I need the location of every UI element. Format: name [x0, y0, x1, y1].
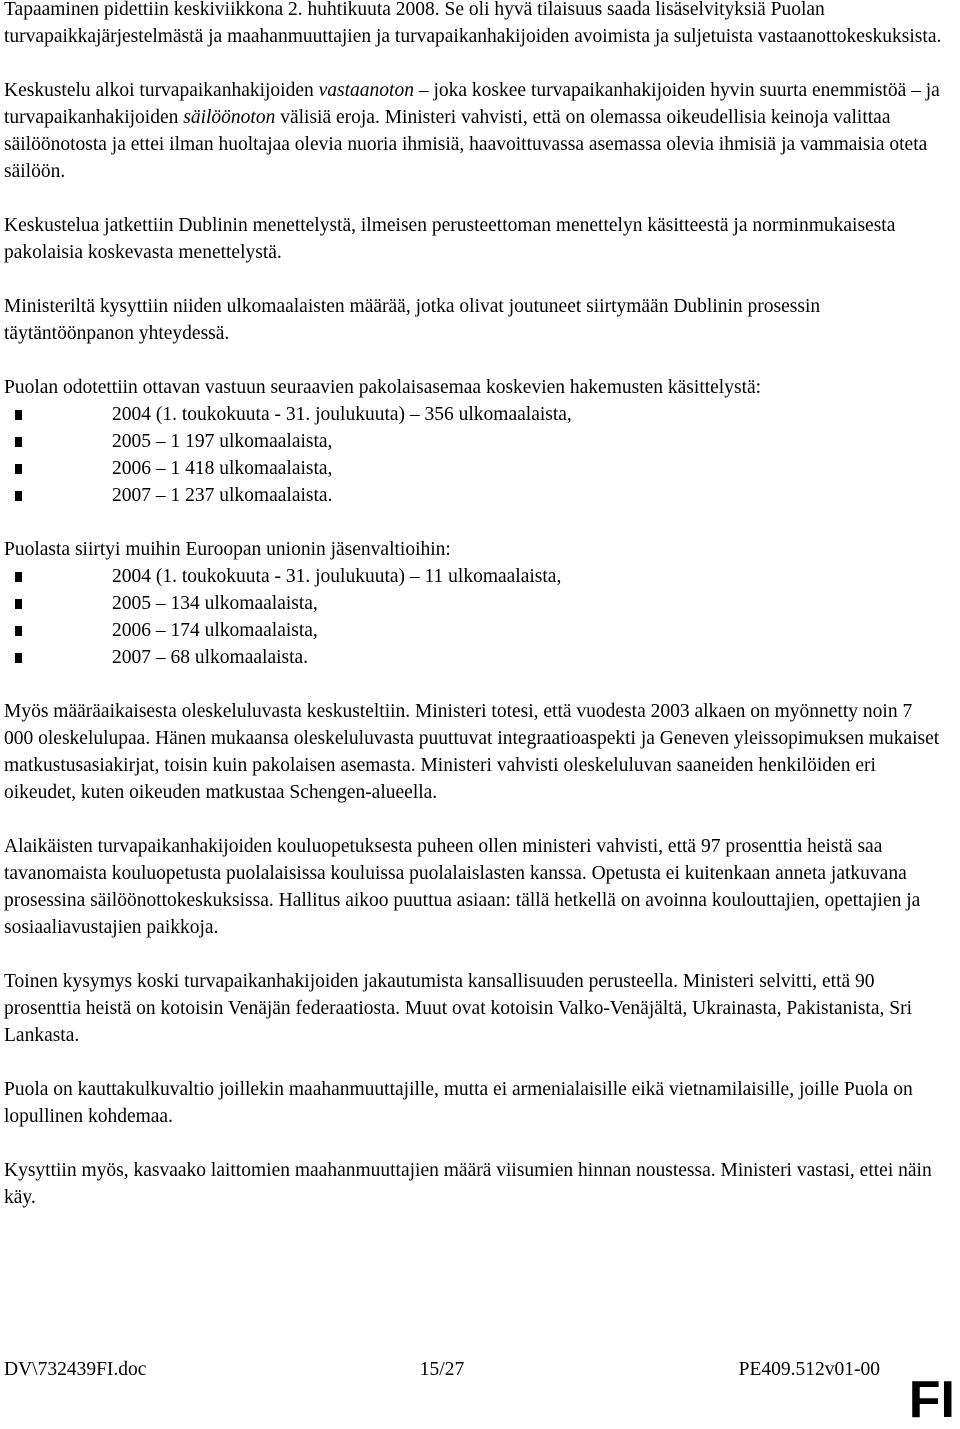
footer-page-number: 15/27 [419, 1359, 465, 1380]
list-item [4, 428, 944, 455]
bullet-icon [15, 491, 22, 501]
paragraph-visa-prices: Kysyttiin myös, kasvaako laittomien maahanmuuttajien määrä viisumien hinnan noustessa. Ministeri vastasi, ettei näin käy. [4, 1160, 932, 1208]
list-item-text: 2006 – 1 418 ulkomaalaista, [112, 458, 333, 479]
bullet-icon [15, 599, 22, 609]
bullet-icon [15, 572, 22, 582]
paragraph-nationality-distribution: Toinen kysymys koski turvapaikanhakijoiden jakautumista kansallisuuden perusteella. Ministeri selvitti, että 90 prosenttia heistä on kotoisin Venäjän federaatiosta. Muut ovat kotoisin Valko-Venäjältä, Ukrainasta, Pakistanista, Sri Lankasta. [4, 971, 913, 1046]
list-transfers [4, 563, 944, 671]
list-item [4, 401, 944, 428]
footer-document-reference: DV\732439FI.doc [4, 1359, 147, 1380]
list-item [4, 455, 944, 482]
paragraph-meeting-date: Tapaaminen pidettiin keskiviikkona 2. huhtikuuta 2008. Se oli hyvä tilaisuus saada lisäselvityksiä Puolan turvapaikkajärjestelmästä ja maahanmuuttajien ja turvapaikanhakijoiden avoimista ja suljetuista vastaanottokeskuksista. [4, 0, 942, 47]
bullet-icon [15, 464, 22, 474]
language-code: FI [908, 1371, 955, 1429]
list-item-text: 2006 – 174 ulkomaalaista, [112, 620, 318, 641]
paragraph-transfers-intro: Puolasta siirtyi muihin Euroopan unionin jäsenvaltioihin: [4, 539, 451, 560]
list-item [4, 644, 944, 671]
paragraph-dublin-procedure: Keskustelua jatkettiin Dublinin menettelystä, ilmeisen perusteettoman menettelyn käsitteestä ja norminmukaisesta pakolaisia koskevasta menettelystä. [4, 215, 896, 263]
bullet-icon [15, 410, 22, 420]
emphasis-detention: säilöönoton [183, 107, 276, 128]
paragraph-dublin-question: Ministeriltä kysyttiin niiden ulkomaalaisten määrää, jotka olivat joutuneet siirtymään Dublinin prosessin täytäntöönpanon yhteydessä. [4, 296, 821, 344]
list-item [4, 590, 944, 617]
page-footer [4, 1356, 880, 1383]
paragraph-minors-education: Alaikäisten turvapaikanhakijoiden kouluopetuksesta puheen ollen ministeri vahvisti, että 97 prosenttia heistä saa tavanomaista kouluopetusta puolalaisissa kouluissa puolalaislasten kanssa. Opetusta ei kuitenkaan anneta jatkuvana prosessina säilöönottokeskuksissa. Hallitus aikoo puuttua asiaan: tällä hetkellä on avoinna koulouttajien, opettajien ja sosiaaliavustajien paikkoja. [4, 836, 921, 938]
text-span: Keskustelu alkoi turvapaikanhakijoiden [4, 80, 319, 101]
paragraph-transit-country: Puola on kauttakulkuvaltio joillekin maahanmuuttajille, mutta ei armenialaisille eikä vietnamilaisille, joille Puola on lopullinen kohdemaa. [4, 1079, 913, 1127]
text-span: välisiä eroja. Ministeri vahvisti, että on olemassa oikeudellisia keinoja valittaa säilöönotosta ja ettei ilman huoltajaa olevia nuoria ihmisiä, haavoittuvassa asemassa olevia ihmisiä ja vammaisia oteta säilöön. [4, 107, 928, 182]
list-item-text: 2005 – 1 197 ulkomaalaista, [112, 431, 333, 452]
list-item-text: 2004 (1. toukokuuta - 31. joulukuuta) – 356 ulkomaalaista, [112, 404, 572, 425]
paragraph-applications-intro: Puolan odotettiin ottavan vastuun seuraavien pakolaisasemaa koskevien hakemusten käsittelystä: [4, 377, 762, 398]
list-applications [4, 401, 944, 509]
emphasis-reception: vastaanoton [318, 80, 414, 101]
text-span: – joka koskee turvapaikanhakijoiden hyvin suurta enemmistöä – ja turvapaikanhakijoiden [4, 80, 940, 128]
footer-pe-reference: PE409.512v01-00 [738, 1359, 880, 1380]
paragraph-residence-permit: Myös määräaikaisesta oleskeluluvasta keskusteltiin. Ministeri totesi, että vuodesta 2003 alkaen on myönnetty noin 7 000 oleskelulupaa. Hänen mukaansa oleskeluluvasta puuttuvat integraatioaspekti ja Geneven yleissopimuksen mukaiset matkustusasiakirjat, toisin kuin pakolaisen asemasta. Ministeri vahvisti oleskeluluvan saaneiden henkilöiden eri oikeudet, kuten oikeuden matkustaa Schengen-alueella. [4, 701, 940, 803]
bullet-icon [15, 653, 22, 663]
list-item-text: 2007 – 68 ulkomaalaista. [112, 647, 309, 668]
bullet-icon [15, 626, 22, 636]
list-item-text: 2005 – 134 ulkomaalaista, [112, 593, 318, 614]
list-item [4, 482, 944, 509]
paragraph-reception-vs-detention [4, 77, 944, 185]
bullet-icon [15, 437, 22, 447]
list-item [4, 563, 944, 590]
list-item [4, 617, 944, 644]
list-item-text: 2004 (1. toukokuuta - 31. joulukuuta) – 11 ulkomaalaista, [112, 566, 562, 587]
document-body [4, 0, 944, 1238]
list-item-text: 2007 – 1 237 ulkomaalaista. [112, 485, 333, 506]
